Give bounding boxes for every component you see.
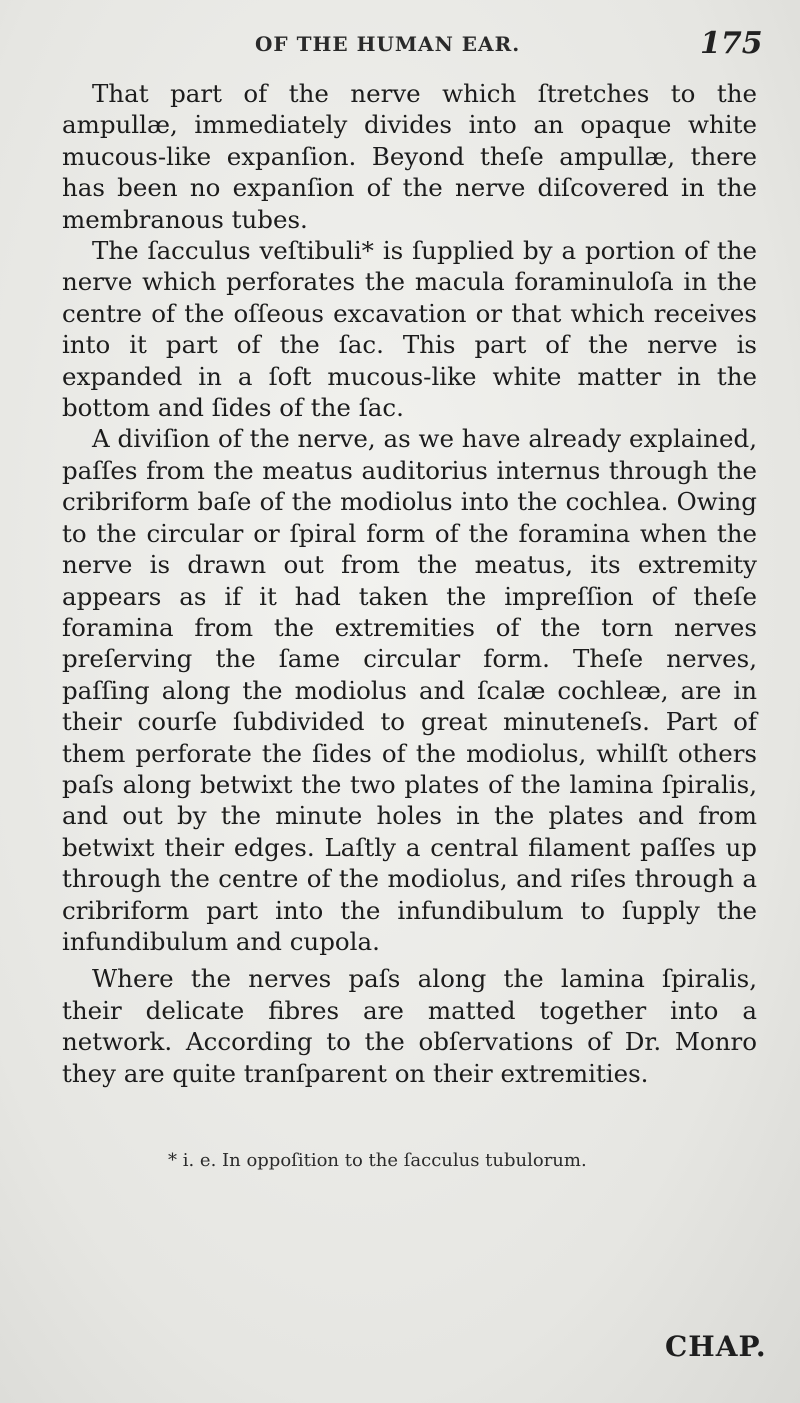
paragraph: That part of the nerve which ſtretches to the ampullæ, immediately divides into an opaque white mucous-like expanſion. Beyond theſe ampullæ, there has been no expanſion of the nerve diſcovered in the membranous tubes. [62, 79, 757, 234]
paragraph: The ſacculus veſtibuli* is ſupplied by a portion of the nerve which perforates the macula foraminuloſa in the centre of the oſſeous excavation or that which receives into it part of the ſac. This part of the nerve is expanded in a ſoft mucous-like white matter in the bottom and ſides of the ſac. [62, 236, 757, 423]
footnote: * i. e. In oppoſition to the ſacculus tubulorum. [168, 1150, 587, 1171]
paragraph: Where the nerves paſs along the lamina ſpiralis, their delicate fibres are matted together into a network. According to the obſervations of Dr. Monro they are quite tranſparent on their extremities. [62, 964, 757, 1088]
page-header [0, 26, 800, 66]
page-number: 175 [700, 26, 763, 61]
paragraph: A diviſion of the nerve, as we have already explained, paſſes from the meatus auditorius internus through the cribriform baſe of the modiolus into the cochlea. Owing to the circular or ſpiral form of the foramina when the nerve is drawn out from the meatus, its extremity appears as if it had taken the impreſſion of theſe foramina from the extremities of the torn nerves preſerving the ſame circular form. Theſe nerves, paſſing along the modiolus and ſcalæ cochleæ, are in their courſe ſubdivided to great minuteneſs. Part of them perforate the ſides of the modiolus, whilſt others paſs along betwixt the two plates of the lamina ſpiralis, and out by the minute holes in the plates and from betwixt their edges. Laſtly a central filament paſſes up through the centre of the modiolus, and riſes through a cribriform part into the infundibulum to ſupply the infundibulum and cupola. [62, 424, 757, 956]
catchword: CHAP. [665, 1330, 767, 1363]
body-text [62, 78, 757, 1089]
running-head: OF THE HUMAN EAR. [255, 32, 521, 56]
